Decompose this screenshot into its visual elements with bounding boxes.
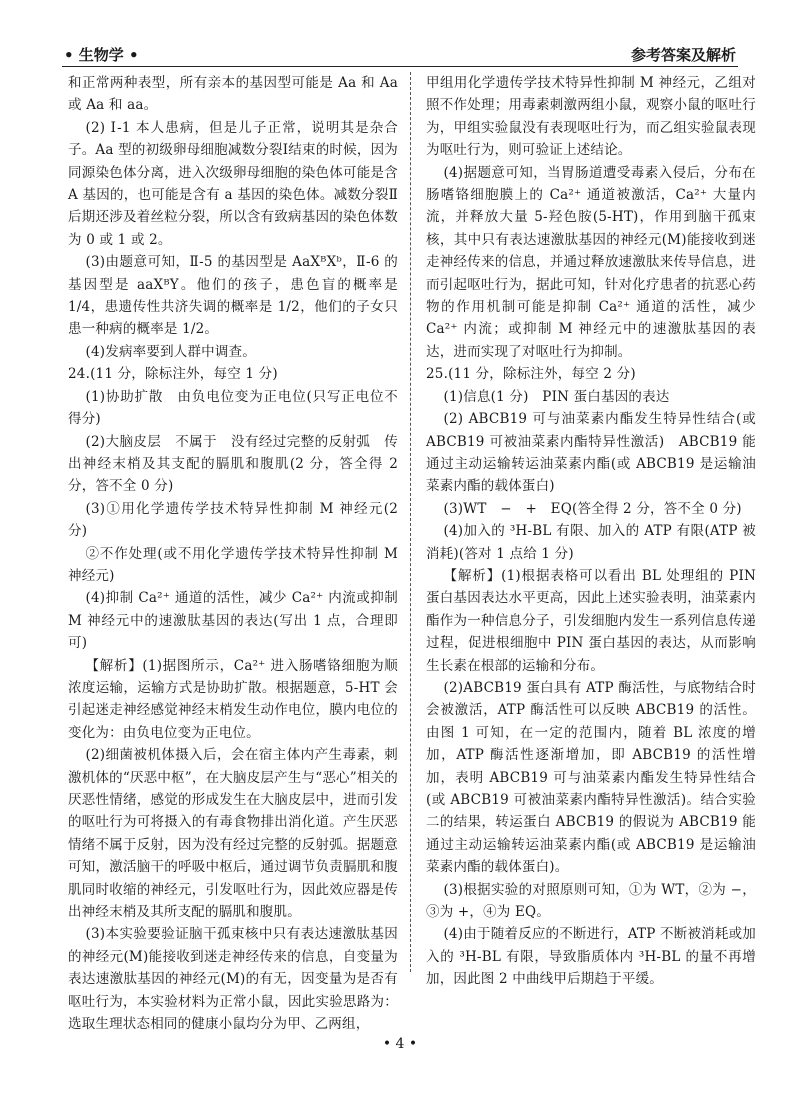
page-header xyxy=(0,0,800,70)
answer-line: (2) ABCB19 可与油菜素内酯发生特异性结合(或 ABCB19 可被油菜素内酯特异性激活) ABCB19 能通过主动运输转运油菜素内酯(或 ABCB19 是运输油菜素内酯的载体蛋白) xyxy=(426,411,756,495)
analysis-paragraph: 【解析】(1)根据表格可以看出 BL 处理组的 PIN 蛋白基因表达水平更高，因此上述实验表明，油菜素内酯作为一种信息分子，引发细胞内发生一系列信息传递过程，促进根细胞中 PIN 蛋白基因的表达，从而影响生长素在根部的运输和分布。 xyxy=(426,567,756,674)
question-heading: 24.(11 分，除标注外，每空 1 分) xyxy=(68,366,278,383)
answer-line: (1)信息(1 分) PIN 蛋白基因的表达 xyxy=(443,388,670,405)
paragraph: 甲组用化学遗传学技术特异性抑制 M 神经元，乙组对照不作处理；用毒素刺激两组小鼠，观察小鼠的呕吐行为，甲组实验鼠没有表现呕吐行为，而乙组实验鼠表现为呕吐行为，则可验证上述结论。 xyxy=(426,75,756,159)
header-rule xyxy=(62,66,738,67)
analysis-paragraph: (3)本实验要验证脑干孤束核中只有表达速激肽基因的神经元(M)能接收到迷走神经传来的信息，自变量为表达速激肽基因的神经元(M)的有无，因变量为是否有呕吐行为，本实验材料为正常小鼠，因此实验思路为：选取生理状态相同的健康小鼠均分为甲、乙两组， xyxy=(68,926,398,1033)
left-column xyxy=(68,72,398,1035)
paragraph: (4)据题意可知，当胃肠道遭受毒素入侵后，分布在肠嗜铬细胞膜上的 Ca²⁺ 通道被激活，Ca²⁺ 大量内流，并释放大量 5-羟色胺(5-HT)，作用到脑干孤束核，其中只有表达速激肽基因的神经元(M)能接收到迷走神经传来的信息，并通过释放速激肽来传导信息，进而引起呕吐行为，据此可知，针对化疗患者的抗恶心药物的作用机制可能是抑制 Ca²⁺ 通道的活性，减少 Ca²⁺ 内流；或抑制 M 神经元中的速激肽基因的表达，进而实现了对呕吐行为抑制。 xyxy=(426,164,756,360)
analysis-paragraph: (2)细菌被机体摄入后，会在宿主体内产生毒素，刺激机体的“厌恶中枢”，在大脑皮层产生与“恶心”相关的厌恶性情绪，感觉的形成发生在大脑皮层中，进而引发的呕吐行为可将摄入的有毒食物排出消化道。产生厌恶情绪不属于反射，因为没有经过完整的反射弧。据题意可知，激活脑干的呼吸中枢后，通过调节负责膈肌和腹肌同时收缩的神经元，引发呕吐行为，因此效应器是传出神经末梢及其所支配的膈肌和腹肌。 xyxy=(68,747,398,921)
answer-line: ②不作处理(或不用化学遗传学技术特异性抑制 M 神经元) xyxy=(68,545,398,584)
answer-line: (4)抑制 Ca²⁺ 通道的活性，减少 Ca²⁺ 内流或抑制 M 神经元中的速激肽基因的表达(写出 1 点，合理即可) xyxy=(68,590,398,652)
subject-label: • 生物学 • xyxy=(64,46,139,64)
answer-line: (4)加入的 ³H-BL 有限、加入的 ATP 有限(ATP 被消耗)(答对 1 点给 1 分) xyxy=(426,523,756,562)
section-title: 参考答案及解析 xyxy=(630,46,736,64)
paragraph: (4)发病率要到人群中调查。 xyxy=(85,343,256,360)
paragraph: (2) Ⅰ-1 本人患病，但是儿子正常，说明其是杂合子。Aa 型的初级卵母细胞减数分裂Ⅰ结束的时候，因为同源染色体分离，进入次级卵母细胞的染色体可能是含 A 基因的，也可能是含有 a 基因的染色体。减数分裂Ⅱ后期还涉及着丝粒分裂，所以含有致病基因的染色体数为 0 或 1 或 2。 xyxy=(68,119,398,248)
analysis-paragraph: (2)ABCB19 蛋白具有 ATP 酶活性，与底物结合时会被激活，ATP 酶活性可以反映 ABCB19 的活性。由图 1 可知，在一定的范围内，随着 BL 浓度的增加，ATP 酶活性逐渐增加，即 ABCB19 的活性增加，表明 ABCB19 可与油菜素内酯发生特异性结合(或 ABCB19 可被油菜素内酯特异性激活)。结合实验二的结果，转运蛋白 ABCB19 的假说为 ABCB19 能通过主动运输转运油菜素内酯(或 ABCB19 是运输油菜素内酯的载体蛋白)。 xyxy=(426,679,756,876)
page-number: • 4 • xyxy=(382,1036,418,1052)
answer-line: (1)协助扩散 由负电位变为正电位(只写正电位不得分) xyxy=(68,388,398,428)
column-divider xyxy=(410,72,411,972)
answer-line: (3)①用化学遗传学技术特异性抑制 M 神经元(2 分) xyxy=(68,500,398,540)
answer-line: (2)大脑皮层 不属于 没有经过完整的反射弧 传出神经末梢及其支配的膈肌和腹肌(2 分，答全得 2 分，答不全 0 分) xyxy=(68,433,398,495)
analysis-paragraph: (4)由于随着反应的不断进行，ATP 不断被消耗或加入的 ³H-BL 有限，导致脂质体内 ³H-BL 的量不再增加，因此图 2 中曲线甲后期趋于平缓。 xyxy=(426,926,756,988)
right-column xyxy=(426,72,756,991)
analysis-paragraph: (3)根据实验的对照原则可知，①为 WT，②为 −，③为 +，④为 EQ。 xyxy=(426,881,756,921)
answer-line: (3)WT − + EQ(答全得 2 分，答不全 0 分) xyxy=(443,500,742,517)
question-heading: 25.(11 分，除标注外，每空 2 分) xyxy=(426,366,636,383)
analysis-paragraph: 【解析】(1)据图所示，Ca²⁺ 进入肠嗜铬细胞为顺浓度运输，运输方式是协助扩散。根据题意，5-HT 会引起迷走神经感觉神经末梢发生动作电位，膜内电位的变化为：由负电位变为正电位。 xyxy=(68,657,398,741)
paragraph: 和正常两种表型，所有亲本的基因型可能是 Aa 和 Aa 或 Aa 和 aa。 xyxy=(68,75,398,114)
paragraph: (3)由题意可知，Ⅱ-5 的基因型是 AaXᴮXᵇ，Ⅱ-6 的基因型是 aaXᴮY。他们的孩子，患色盲的概率是 1/4，患遗传性共济失调的概率是 1/2，他们的子女只患一种病的概率是 1/2。 xyxy=(68,254,398,338)
